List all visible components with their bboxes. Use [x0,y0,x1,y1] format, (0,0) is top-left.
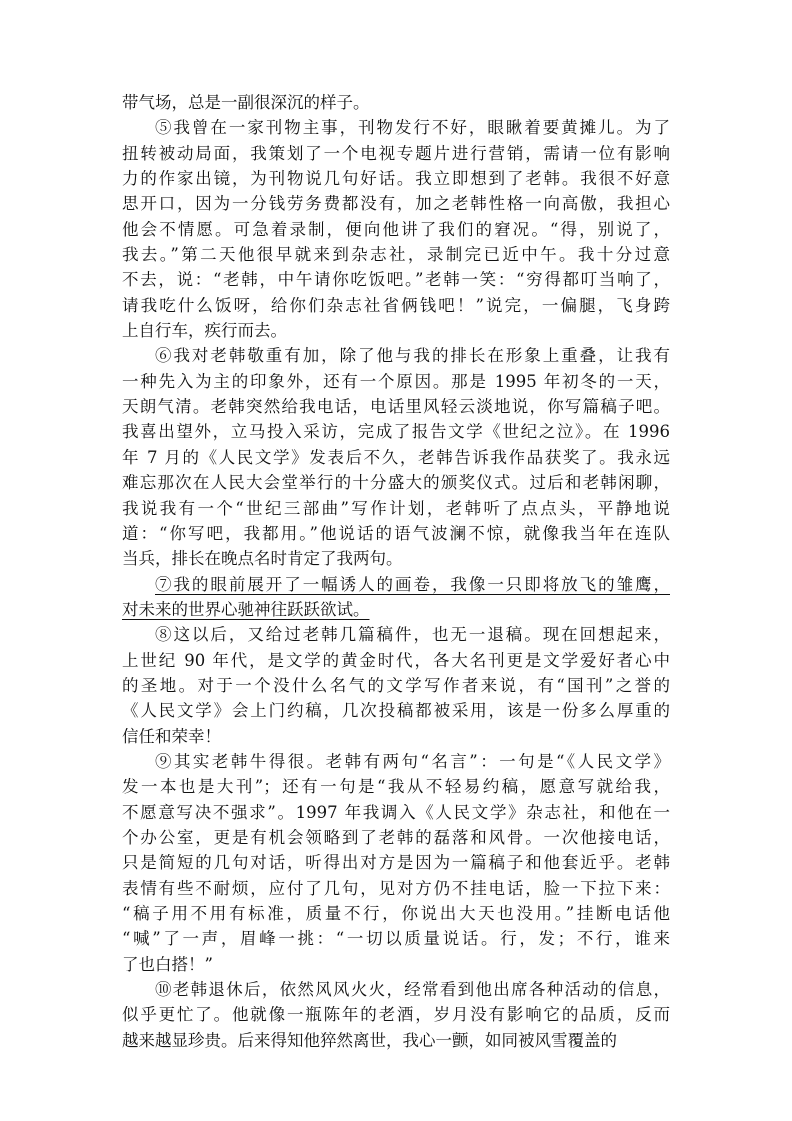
text-line: 当兵，排长在晚点名时肯定了我两句。 [122,549,403,569]
paragraph-p4-tail [122,90,670,115]
text-line: ⑥我对老韩敬重有加，除了他与我的排长在形象上重叠，让我有 [155,346,670,366]
text-line: 我去。”第二天他很早就来到杂志社，录制完已近中午。我十分过意 [122,245,670,265]
text-line: 上世纪 90 年代，是文学的黄金时代，各大名刊更是文学爱好者心中 [122,650,670,670]
text-line: ⑦我的眼前展开了一幅诱人的画卷，我像一只即将放飞的雏鹰， [155,574,670,594]
text-line: 请我吃什么饭呀，给你们杂志社省俩钱吧！”说完，一偏腿，飞身跨 [122,295,670,315]
text-line: “喊”了一声，眉峰一挑：“一切以质量说话。行，发；不行，谁来 [122,929,670,949]
text-line: 难忘那次在人民大会堂举行的十分盛大的颁奖仪式。过后和老韩闲聊， [122,473,670,493]
text-line: 带气场，总是一副很深沉的样子。 [122,93,370,112]
paragraph-p6 [122,343,670,571]
article-body [122,90,670,1053]
text-line: 的圣地。对于一个没什么名气的文学写作者来说，有“国刊”之誉的 [122,675,670,695]
text-line: 思开口，因为一分钱劳务费都没有，加之老韩性格一向高傲，我担心 [122,194,670,214]
text-line: 只是简短的几句对话，听得出对方是因为一篇稿子和他套近乎。老韩 [122,853,670,873]
text-line: 上自行车，疾行而去。 [122,321,287,341]
text-line: 扭转被动局面，我策划了一个电视专题片进行营销，需请一位有影响 [122,143,670,163]
text-line: 我喜出望外，立马投入采访，完成了报告文学《世纪之泣》。在 1996 [122,422,670,442]
text-line: 不愿意写决不强求”。1997 年我调入《人民文学》杂志社，和他在一 [122,802,670,822]
paragraph-p9 [122,749,670,977]
text-line: 发一本也是大刊”；还有一句是“我从不轻易约稿，愿意写就给我， [122,777,670,797]
text-line: ⑨其实老韩牛得很。老韩有两句“名言”：一句是“《人民文学》 [155,751,670,771]
paragraph-p10 [122,977,670,1053]
text-line: ⑧这以后，又给过老韩几篇稿件，也无一退稿。现在回想起来， [155,625,670,645]
text-line: 似乎更忙了。他就像一瓶陈年的老酒，岁月没有影响它的品质，反而 [122,1005,670,1025]
text-line: 我说我有一个“世纪三部曲”写作计划，老韩听了点点头，平静地说 [122,498,670,518]
text-line: 不去，说：“老韩，中午请你吃饭吧。”老韩一笑：“穷得都叮当响了， [122,270,670,290]
text-line: 了也白搭！” [122,954,213,974]
text-line: 表情有些不耐烦，应付了几句，见对方仍不挂电话，脸一下拉下来： [122,878,670,898]
text-line: 他会不情愿。可急着录制，便向他讲了我们的窘况。“得，别说了， [122,219,670,239]
paragraph-p5 [122,115,670,343]
text-line: 一种先入为主的印象外，还有一个原因。那是 1995 年初冬的一天， [122,371,670,391]
paragraph-p8 [122,622,670,749]
text-line: 《人民文学》会上门约稿，几次投稿都被采用，该是一份多么厚重的 [122,701,670,721]
text-line: ⑩老韩退休后，依然风风火火，经常看到他出席各种活动的信息， [155,980,670,1000]
text-line: “稿子用不用有标准，质量不行，你说出大天也没用。”挂断电话他 [122,904,670,923]
text-line: 天朗气清。老韩突然给我电话，电话里风轻云淡地说，你写篇稿子吧。 [122,397,670,417]
text-line: 力的作家出镜，为刊物说几句好话。我立即想到了老韩。我很不好意 [122,169,670,189]
text-line: ⑤我曾在一家刊物主事，刊物发行不好，眼瞅着要黄摊儿。为了 [155,118,670,138]
text-line: 道：“你写吧，我都用。”他说话的语气波澜不惊，就像我当年在连队 [122,523,670,543]
paragraph-p7 [122,572,670,623]
text-line: 越来越显珍贵。后来得知他猝然离世，我心一颤，如同被风雪覆盖的 [122,1030,617,1050]
text-line: 个办公室，更是有机会领略到了老韩的磊落和风骨。一次他接电话， [122,827,670,847]
text-line: 年 7 月的《人民文学》发表后不久，老韩告诉我作品获奖了。我永远 [122,447,670,467]
text-line: 对未来的世界心驰神往跃跃欲试。 [122,599,370,619]
text-line: 信任和荣幸！ [122,726,221,746]
